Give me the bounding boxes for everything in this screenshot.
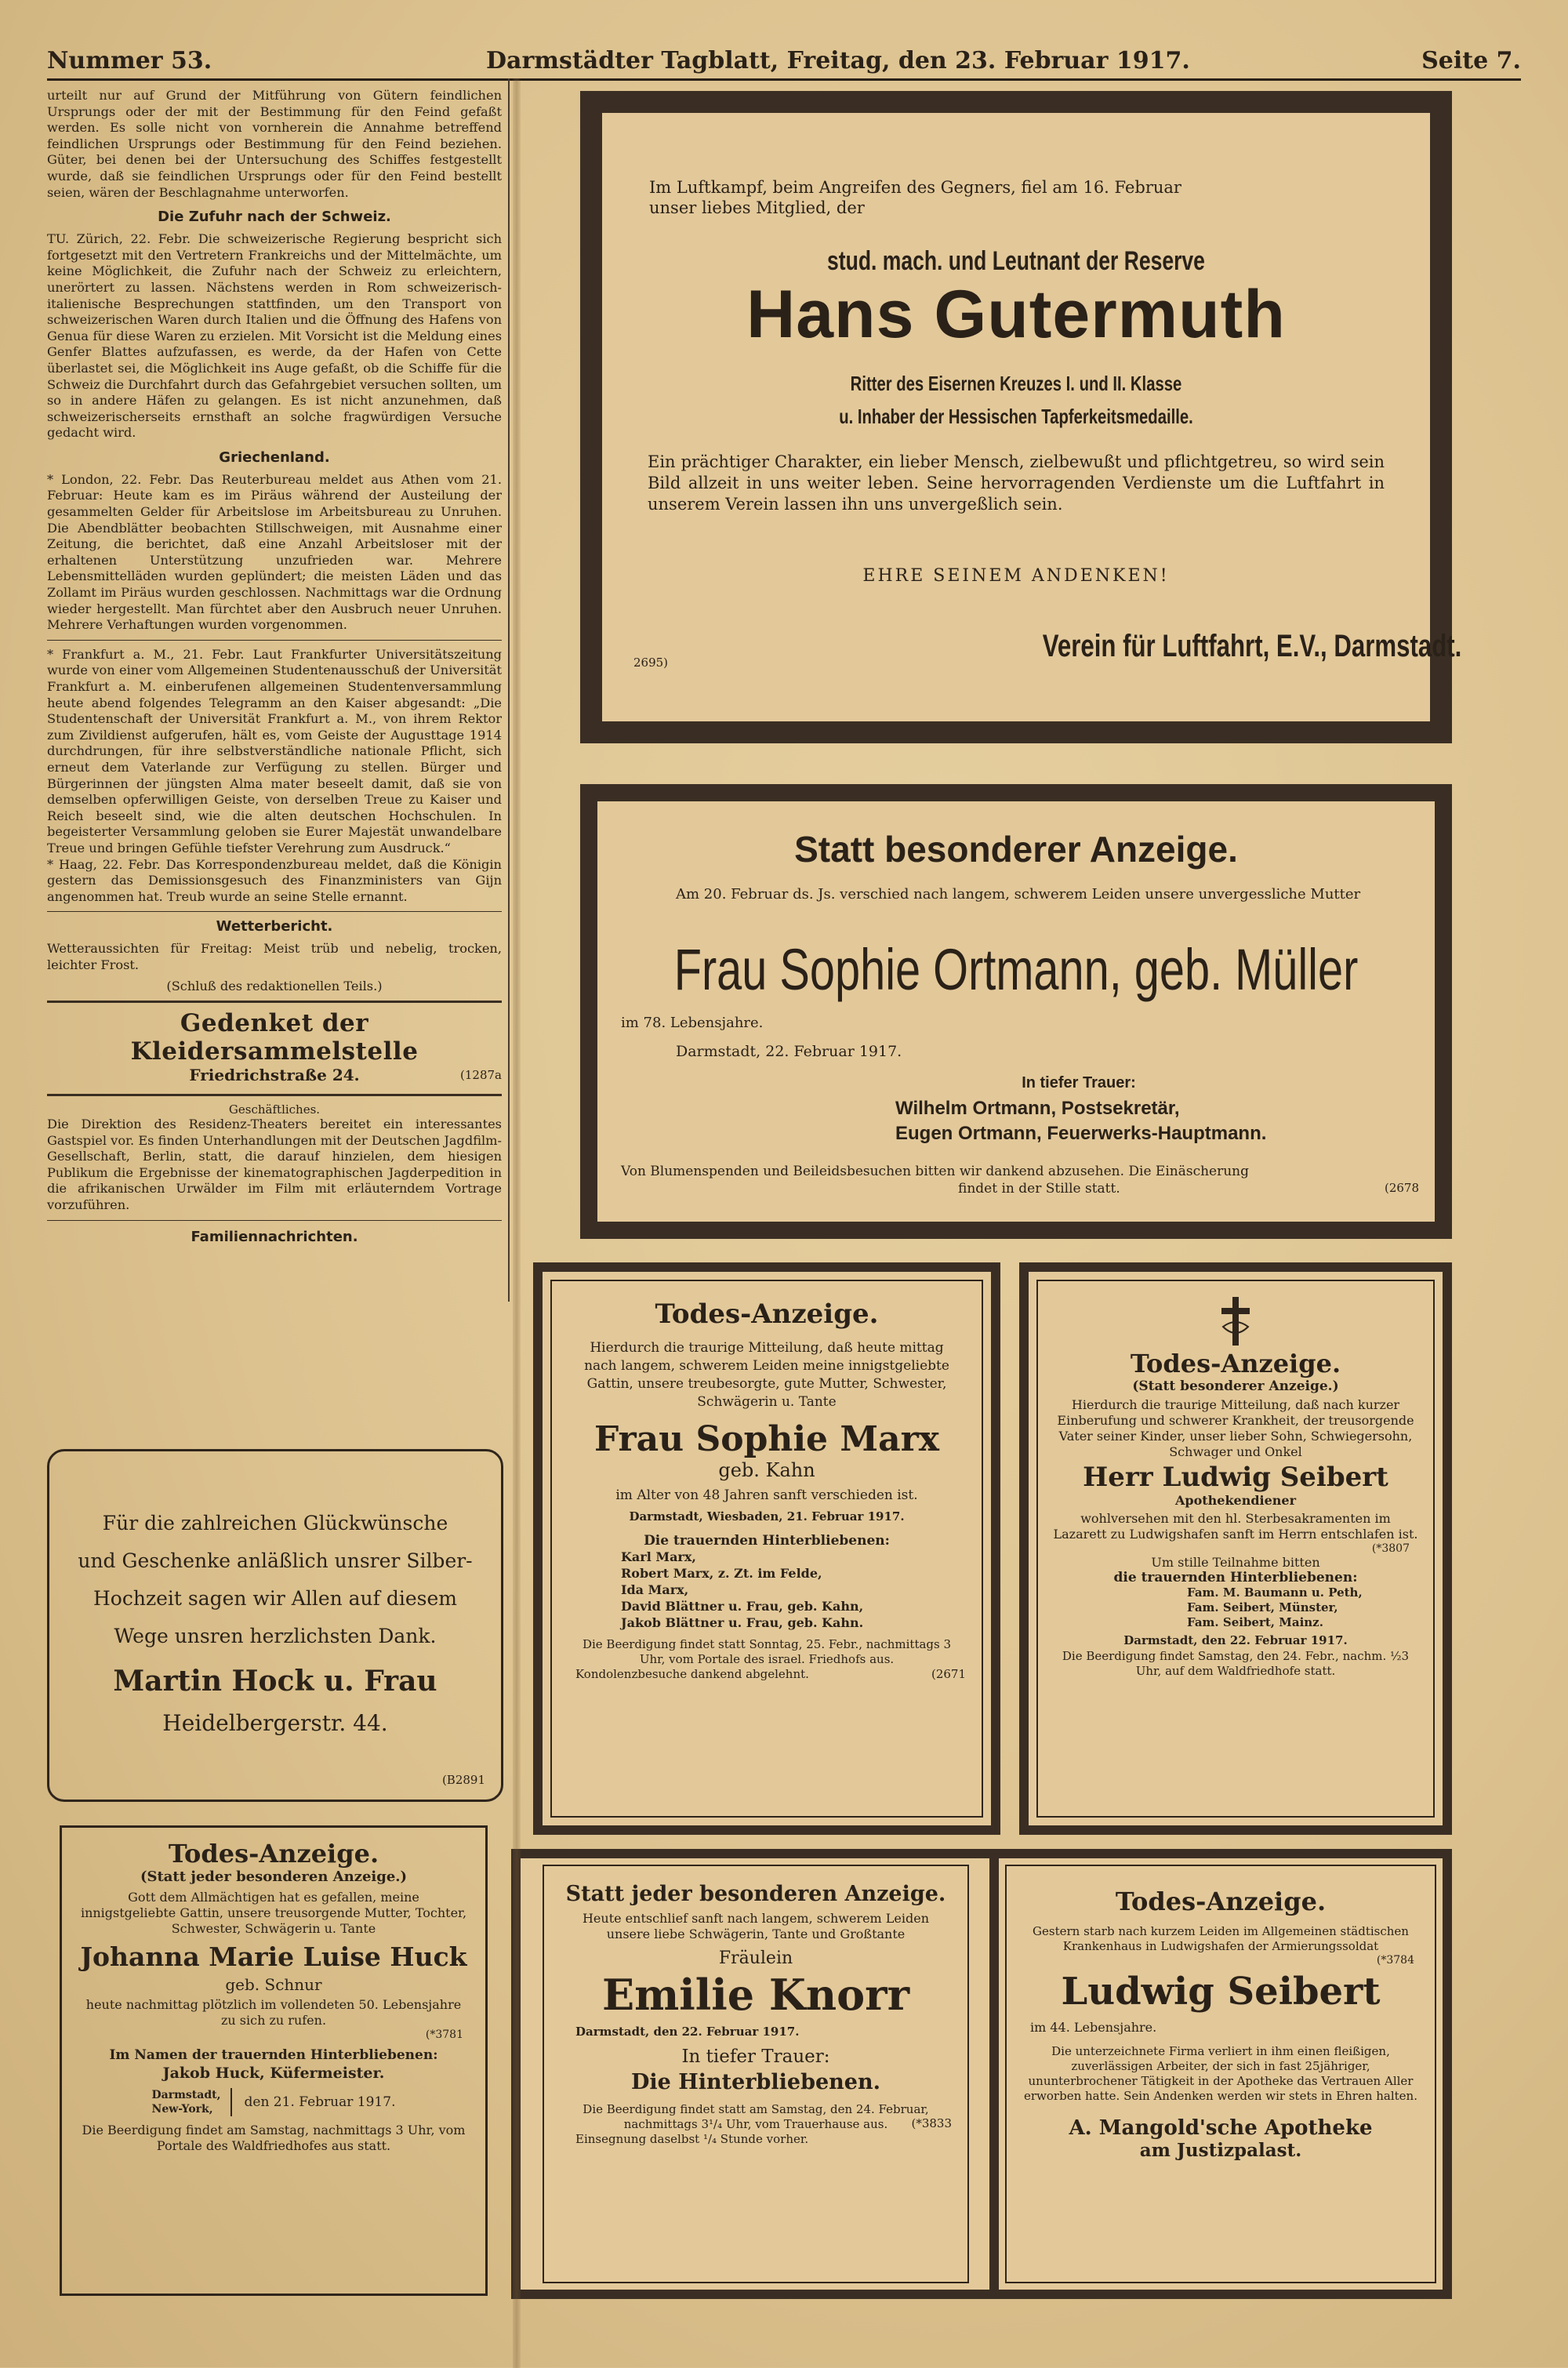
marx-inner-border — [550, 1280, 983, 1818]
cross-icon — [1038, 1295, 1433, 1349]
article-haag: * Haag, 22. Febr. Das Korrespondenzbureau meldet, daß die Königin gestern das Demissionsgesuch des Finanzministers van Gijn angenommen hat. Treub wurde an seine Stelle ernannt. — [47, 856, 502, 904]
weather-report: Wetteraussichten für Freitag: Meist trüb und nebelig, trocken, leichter Frost. — [47, 941, 502, 972]
marx-maiden-name: geb. Kahn — [718, 1459, 815, 1481]
end-of-editorial: (Schluß des redaktionellen Teils.) — [166, 978, 383, 993]
seibert-text-1: Hierdurch die traurige Mitteilung, daß nach kurzer Einberufung und schwerer Krankheit, der treusorgende Vater seiner Kinder, unser lieber Sohn, Schwiegersohn, Schwager und Onkel — [1057, 1397, 1414, 1459]
ortmann-title: Statt besonderer Anzeige. — [794, 829, 1238, 870]
page-header — [47, 44, 1521, 81]
huck-code: (*3781 — [425, 2028, 463, 2041]
huck-place-date — [62, 2088, 485, 2116]
heading-geschaeftliches: Geschäftliches. — [228, 1102, 321, 1117]
marx-burial: Die Beerdigung findet statt Sonntag, 25. Febr., nachmittags 3 Uhr, vom Portale des israel. Friedhofs aus. — [582, 1637, 952, 1666]
issue-number: Nummer 53. — [47, 47, 212, 74]
ortmann-age: im 78. Lebensjahre. — [621, 1015, 764, 1031]
ad-gutermuth-death-notice — [602, 113, 1461, 721]
ad-marx-death-notice — [543, 1272, 991, 1825]
hock-line-3: Hochzeit sagen wir Allen auf diesem — [93, 1587, 457, 1610]
article-london: * London, 22. Febr. Das Reuterbureau meldet aus Athen vom 21. Februar: Heute kam es im Piräus während der Austeilung der gesammelten Gelder für Arbeitslose im Arbeitsbureau zu Unruhen. Die Abendblätter beobachten Stillschweigen, mit Ausnahme einer Zeitung, die berichtet, daß eine Anzahl Arbeitsloser mit der erhaltenen Unterstützung unzufrieden war. Mehrere Lebensmittelläden wurden geplündert; die meisten Läden und das Zollamt im Piräus wurden geschlossen. Nachmittags war die Ordnung wieder hergestellt. Man fürchtet aber den Ausbruch neuer Unruhen. Mehrere Verhaftungen wurden vorgenommen. — [47, 471, 502, 633]
seibert-text-2: wohlversehen mit den hl. Sterbesakramenten im Lazarett zu Ludwigshafen sanft im Herrn entschlafen ist. — [1053, 1511, 1418, 1542]
knorr-mourners: Die Hinterbliebenen. — [631, 2070, 880, 2094]
divider — [47, 911, 502, 912]
heading-familiennachrichten: Familiennachrichten. — [191, 1228, 358, 1245]
paper-fold-shadow — [513, 78, 521, 2368]
gutermuth-award-2: u. Inhaber der Hessischen Tapferkeitsmedaille. — [839, 405, 1193, 428]
ortmann-trauer: In tiefer Trauer: — [1022, 1074, 1136, 1091]
gutermuth-code: 2695) — [633, 656, 669, 670]
ad-seibert-death-notice — [1029, 1272, 1443, 1825]
knorr-prefix: Fräulein — [718, 1949, 793, 1968]
ad-gutermuth-frame — [580, 91, 1461, 743]
ortmann-mourner-1: Wilhelm Ortmann, Postsekretär, — [895, 1098, 1180, 1119]
seibert-code: (*3807 — [1371, 1542, 1410, 1555]
gutermuth-intro-line-2: unser liebes Mitglied, der — [649, 198, 865, 217]
ortmann-footer-1: Von Blumenspenden und Beileidsbesuchen bitten wir dankend abzusehen. Die Einäscherung — [621, 1164, 1250, 1179]
hock-line-2: und Geschenke anläßlich unsrer Silber- — [78, 1549, 473, 1572]
ad-hock-silver-wedding — [47, 1449, 503, 1802]
knorr-title: Statt jeder besonderen Anzeige. — [565, 1882, 946, 1906]
article-residenz-theater: Die Direktion des Residenz-Theaters bereitet ein interessantes Gastspiel vor. Es finden Unterhandlungen mit der Deutschen Jagdfilm-Gesellschaft, Berlin, statt, die darauf hinzielen, dem hiesigen Publikum die Ergebnisse der kinematographischen Jagderpedition in die afrikanischen Urwälder im Film mit erläuterndem Vortrage vorzuführen. — [47, 1117, 502, 1213]
ortmann-name: Frau Sophie Ortmann, geb. Müller — [673, 937, 1359, 1002]
huck-subtitle: (Statt jeder besonderen Anzeige.) — [140, 1869, 408, 1885]
knorr-burial: Die Beerdigung findet statt am Samstag, den 24. Februar, nachmittags 3¹/₄ Uhr, vom Trauerhause aus. — [583, 2102, 929, 2131]
ad-ortmann-frame — [580, 784, 1452, 1239]
kleider-address: Friedrichstraße 24. — [189, 1066, 360, 1085]
huck-mourner-name: Jakob Huck, Küfermeister. — [162, 2065, 385, 2082]
ortmann-date: Darmstadt, 22. Februar 1917. — [676, 1043, 902, 1060]
seibert-mourner-2: Fam. Seibert, Münster, — [1187, 1600, 1338, 1614]
seibert-mourners — [1187, 1585, 1433, 1630]
mangold-age: im 44. Lebensjahre. — [1030, 2020, 1157, 2035]
gutermuth-signature: Verein für Luftfahrt, E.V., Darmstadt. — [1042, 629, 1461, 663]
ad-seibert-frame — [1019, 1262, 1452, 1835]
seibert-subtitle: (Statt besonderer Anzeige.) — [1132, 1378, 1339, 1394]
divider — [47, 1220, 502, 1221]
ad-mangold-frame — [989, 1849, 1452, 2299]
mangold-firm-address: am Justizpalast. — [1139, 2140, 1302, 2161]
knorr-date: Darmstadt, den 22. Februar 1917. — [575, 2025, 800, 2039]
hock-line-1: Für die zahlreichen Glückwünsche — [102, 1512, 448, 1534]
seibert-mourner-3: Fam. Seibert, Mainz. — [1187, 1615, 1323, 1629]
marx-mourner-4: David Blättner u. Frau, geb. Kahn, — [621, 1599, 864, 1614]
mangold-text-1: Gestern starb nach kurzem Leiden im Allgemeinen städtischen Krankenhaus in Ludwigshafen der Armierungssoldat — [1033, 1924, 1409, 1953]
article-schweiz: TU. Zürich, 22. Febr. Die schweizerische Regierung bespricht sich fortgesetzt mit den Vertretern Frankreichs und der Mittelmächte, um keine Möglichkeit, die Zufuhr nach der Schweiz zu erleichtern, unerörtert zu lassen. Nächstens werden in Rom schweizerisch-italienische Besprechungen stattfinden, um den Transport von schweizerischen Waren durch Italien und die Öffnung des Hafens von Genua für diese Waren zu erzielen. Mit Vorsicht ist die Meldung eines Genfer Blattes aufzufassen, es werde, da der Hafen von Cette überlastet sei, die Möglichkeit ins Auge gefaßt, ob die Schiffe für die Schweiz die Durchfahrt durch das Gefahrgebiet versuchen sollten, um so in andere Häfen zu gelangen. Es ist nicht anzunehmen, daß schweizerischerseits ernsthaft an solche fragwürdigen Versuche gedacht wird. — [47, 231, 502, 441]
cross-icon-svg — [1218, 1295, 1253, 1349]
marx-kondolenz: Kondolenzbesuche dankend abgelehnt. — [575, 1667, 809, 1681]
huck-maiden-name: geb. Schnur — [225, 1975, 322, 1994]
kleider-code: (1287a — [460, 1068, 502, 1083]
gutermuth-tribute: Ein prächtiger Charakter, ein lieber Mensch, zielbewußt und pflichtgetreu, so wird sein Bild allzeit in uns weiter leben. Seine hervorragenden Verdienste um die Luftfahrt in unserem Verein lassen ihn uns unvergeßlich sein. — [648, 452, 1385, 514]
seibert-job: Apothekendiener — [1174, 1493, 1297, 1508]
knorr-name: Emilie Knorr — [601, 1970, 910, 2020]
marx-mourners-heading: Die trauernden Hinterbliebenen: — [644, 1533, 890, 1549]
ad-ortmann-death-notice — [597, 801, 1435, 1222]
hock-line-4: Wege unsren herzlichsten Dank. — [114, 1625, 437, 1647]
marx-age: im Alter von 48 Jahren sanft verschieden ist. — [615, 1487, 918, 1503]
marx-footer — [552, 1667, 982, 1684]
mangold-code: (*3784 — [1376, 1954, 1414, 1967]
hock-code: (B2891 — [441, 1773, 485, 1787]
marx-name: Frau Sophie Marx — [594, 1419, 939, 1459]
knorr-inner-border — [543, 1865, 969, 2283]
ad-huck-death-notice — [60, 1825, 488, 2296]
seibert-name: Herr Ludwig Seibert — [1083, 1462, 1388, 1493]
mangold-inner-border — [1005, 1865, 1436, 2283]
marx-mourner-5: Jakob Blättner u. Frau, geb. Kahn. — [621, 1615, 864, 1630]
heading-griechenland: Griechenland. — [219, 449, 330, 466]
gutermuth-intro-line-1: Im Luftkampf, beim Angreifen des Gegners, fiel am 16. Februar — [649, 178, 1181, 197]
huck-burial: Die Beerdigung findet am Samstag, nachmittags 3 Uhr, vom Portale des Waldfriedhofes aus statt. — [82, 2123, 466, 2153]
ortmann-mourner-2: Eugen Ortmann, Feuerwerks-Hauptmann. — [895, 1123, 1267, 1144]
marx-mourner-3: Ida Marx, — [621, 1582, 689, 1597]
huck-mourners-heading: Im Namen der trauernden Hinterbliebenen: — [109, 2047, 438, 2063]
masthead-title: Darmstädter Tagblatt, Freitag, den 23. Februar 1917. — [486, 47, 1190, 74]
hock-text — [49, 1505, 501, 1655]
marx-text: Hierdurch die traurige Mitteilung, daß heute mittag nach langem, schwerem Leiden meine innigstgeliebte Gattin, unsere treubesorgte, gute Mutter, Schwester, Schwägerin u. Tante — [584, 1340, 949, 1410]
huck-date: den 21. Februar 1917. — [244, 2094, 396, 2110]
marx-mourner-1: Karl Marx, — [621, 1549, 696, 1564]
marx-code: (2671 — [931, 1667, 966, 1681]
kleider-address-row — [47, 1066, 502, 1088]
heading-schweiz: Die Zufuhr nach der Schweiz. — [158, 209, 391, 226]
huck-place: Darmstadt, New-York, — [152, 2088, 232, 2116]
ad-knorr-frame — [511, 1849, 1000, 2299]
left-column — [47, 88, 502, 1251]
knorr-text: Heute entschlief sanft nach langem, schwerem Leiden unsere liebe Schwägerin, Tante und Großtante — [582, 1911, 930, 1941]
seibert-text-3: Um stille Teilnahme bitten — [1151, 1555, 1320, 1570]
huck-name: Johanna Marie Luise Huck — [80, 1941, 467, 1972]
page-number: Seite 7. — [1421, 47, 1521, 74]
ortmann-text: Am 20. Februar ds. Js. verschied nach langem, schwerem Leiden unsere unvergessliche Mutter — [676, 886, 1361, 903]
ad-marx-frame — [533, 1262, 1000, 1835]
ortmann-footer-2: findet in der Stille statt. — [958, 1181, 1120, 1197]
gutermuth-award-1: Ritter des Eisernen Kreuzes I. und II. Klasse — [850, 372, 1182, 395]
knorr-einsegnung: Einsegnung daselbst ¹/₄ Stunde vorher. — [575, 2132, 809, 2146]
divider — [47, 640, 502, 641]
divider — [47, 1001, 502, 1003]
mangold-firm: A. Mangold'sche Apotheke — [1069, 2116, 1373, 2140]
mangold-title: Todes-Anzeige. — [1115, 1887, 1327, 1916]
divider — [47, 1094, 502, 1096]
seibert-mourner-1: Fam. M. Baumann u. Peth, — [1187, 1585, 1363, 1600]
seibert-inner-border — [1036, 1280, 1435, 1818]
knorr-code: (*3833 — [911, 2116, 952, 2130]
huck-text-2: heute nachmittag plötzlich im vollendeten 50. Lebensjahre zu sich zu rufen. — [85, 1997, 462, 2028]
marx-place-date: Darmstadt, Wiesbaden, 21. Februar 1917. — [629, 1509, 905, 1524]
marx-mourner-2: Robert Marx, z. Zt. im Felde, — [621, 1566, 822, 1581]
kleider-title: Gedenket der Kleidersammelstelle — [130, 1009, 419, 1066]
article-frankfurt: * Frankfurt a. M., 21. Febr. Laut Frankfurter Universitätszeitung wurde von einer vom Allgemeinen Studentenausschuß der Universität Frankfurt a. M. einberufenen allgemeinen Studentenversammlung heute abend folgendes Telegramm an den Kaiser abgesandt: „Die Studentenschaft der Universität Frankfurt a. M., von ihrem Rektor zum Zivildienst aufgerufen, hält es, vom Geiste der Augusttage 1914 durchdrungen, für ihre selbstverständliche nationale Pflicht, sich erneut dem Vaterlande zur Verfügung zu stellen. Bürger und Bürgerinnen der jüngsten Alma mater beseelt damit, daß sie von demselben opferwilligen Geiste, von derselben Treue zu Kaiser und Reich beseelt sind, wie die alten deutschen Hochschulen. In begeisterter Versammlung geloben sie Eurer Majestät unwandelbare Treue und bringen Gefühle tiefster Verehrung zum Ausdruck.“ — [47, 646, 502, 855]
hock-name: Martin Hock u. Frau — [113, 1665, 437, 1698]
gutermuth-ehre: EHRE SEINEM ANDENKEN! — [862, 566, 1170, 586]
gutermuth-rank: stud. mach. und Leutnant der Reserve — [827, 246, 1205, 276]
marx-mourners — [621, 1549, 982, 1631]
mangold-name: Ludwig Seibert — [1061, 1970, 1381, 2014]
column-rule — [508, 78, 510, 1302]
seibert-title: Todes-Anzeige. — [1130, 1349, 1341, 1378]
seibert-mourners-heading: die trauernden Hinterbliebenen: — [1113, 1570, 1358, 1585]
hock-address: Heidelbergerstr. 44. — [162, 1710, 388, 1736]
ad-knorr-death-notice — [521, 1858, 991, 2290]
article-intro: urteilt nur auf Grund der Mitführung von Gütern feindlichen Ursprungs oder der mit der Bestimmung für den Feind gefaßt werden. Es solle nicht von vornherein die Annahme betreffend feindlichen Ursprungs oder Bestimmung für den Feind beziehen. Güter, bei denen bei der Untersuchung des Schiffes festgestellt wurde, daß sie feindlichen Ursprungs oder für den Feind bestellt seien, wären der Beschlagnahme unterworfen. — [47, 88, 502, 200]
mangold-text-2: Die unterzeichnete Firma verliert in ihm einen fleißigen, zuverlässigen Arbeiter, der sich in fast 25jähriger, ununterbrochener Tätigkeit in der Apotheke das Vertrauen Aller erworben hatte. Sein Andenken werden wir stets in Ehren halten. — [1024, 2044, 1417, 2103]
seibert-date: Darmstadt, den 22. Februar 1917. — [1123, 1633, 1348, 1647]
ad-mangold-death-notice — [999, 1858, 1443, 2290]
huck-text-1: Gott dem Allmächtigen hat es gefallen, meine innigstgeliebte Gattin, unsere treusorgende Mutter, Tochter, Schwester, Schwägerin u. Tante — [80, 1890, 467, 1936]
huck-title: Todes-Anzeige. — [168, 1839, 379, 1869]
ortmann-code: (2678 — [1384, 1181, 1419, 1195]
gutermuth-intro — [649, 177, 1181, 218]
heading-wetter: Wetterbericht. — [216, 918, 333, 935]
knorr-trauer: In tiefer Trauer: — [681, 2047, 830, 2067]
seibert-burial: Die Beerdigung findet Samstag, den 24. Febr., nachm. ½3 Uhr, auf dem Waldfriedhofe statt. — [1062, 1649, 1410, 1678]
marx-title: Todes-Anzeige. — [655, 1298, 879, 1330]
gutermuth-name: Hans Gutermuth — [746, 277, 1286, 352]
